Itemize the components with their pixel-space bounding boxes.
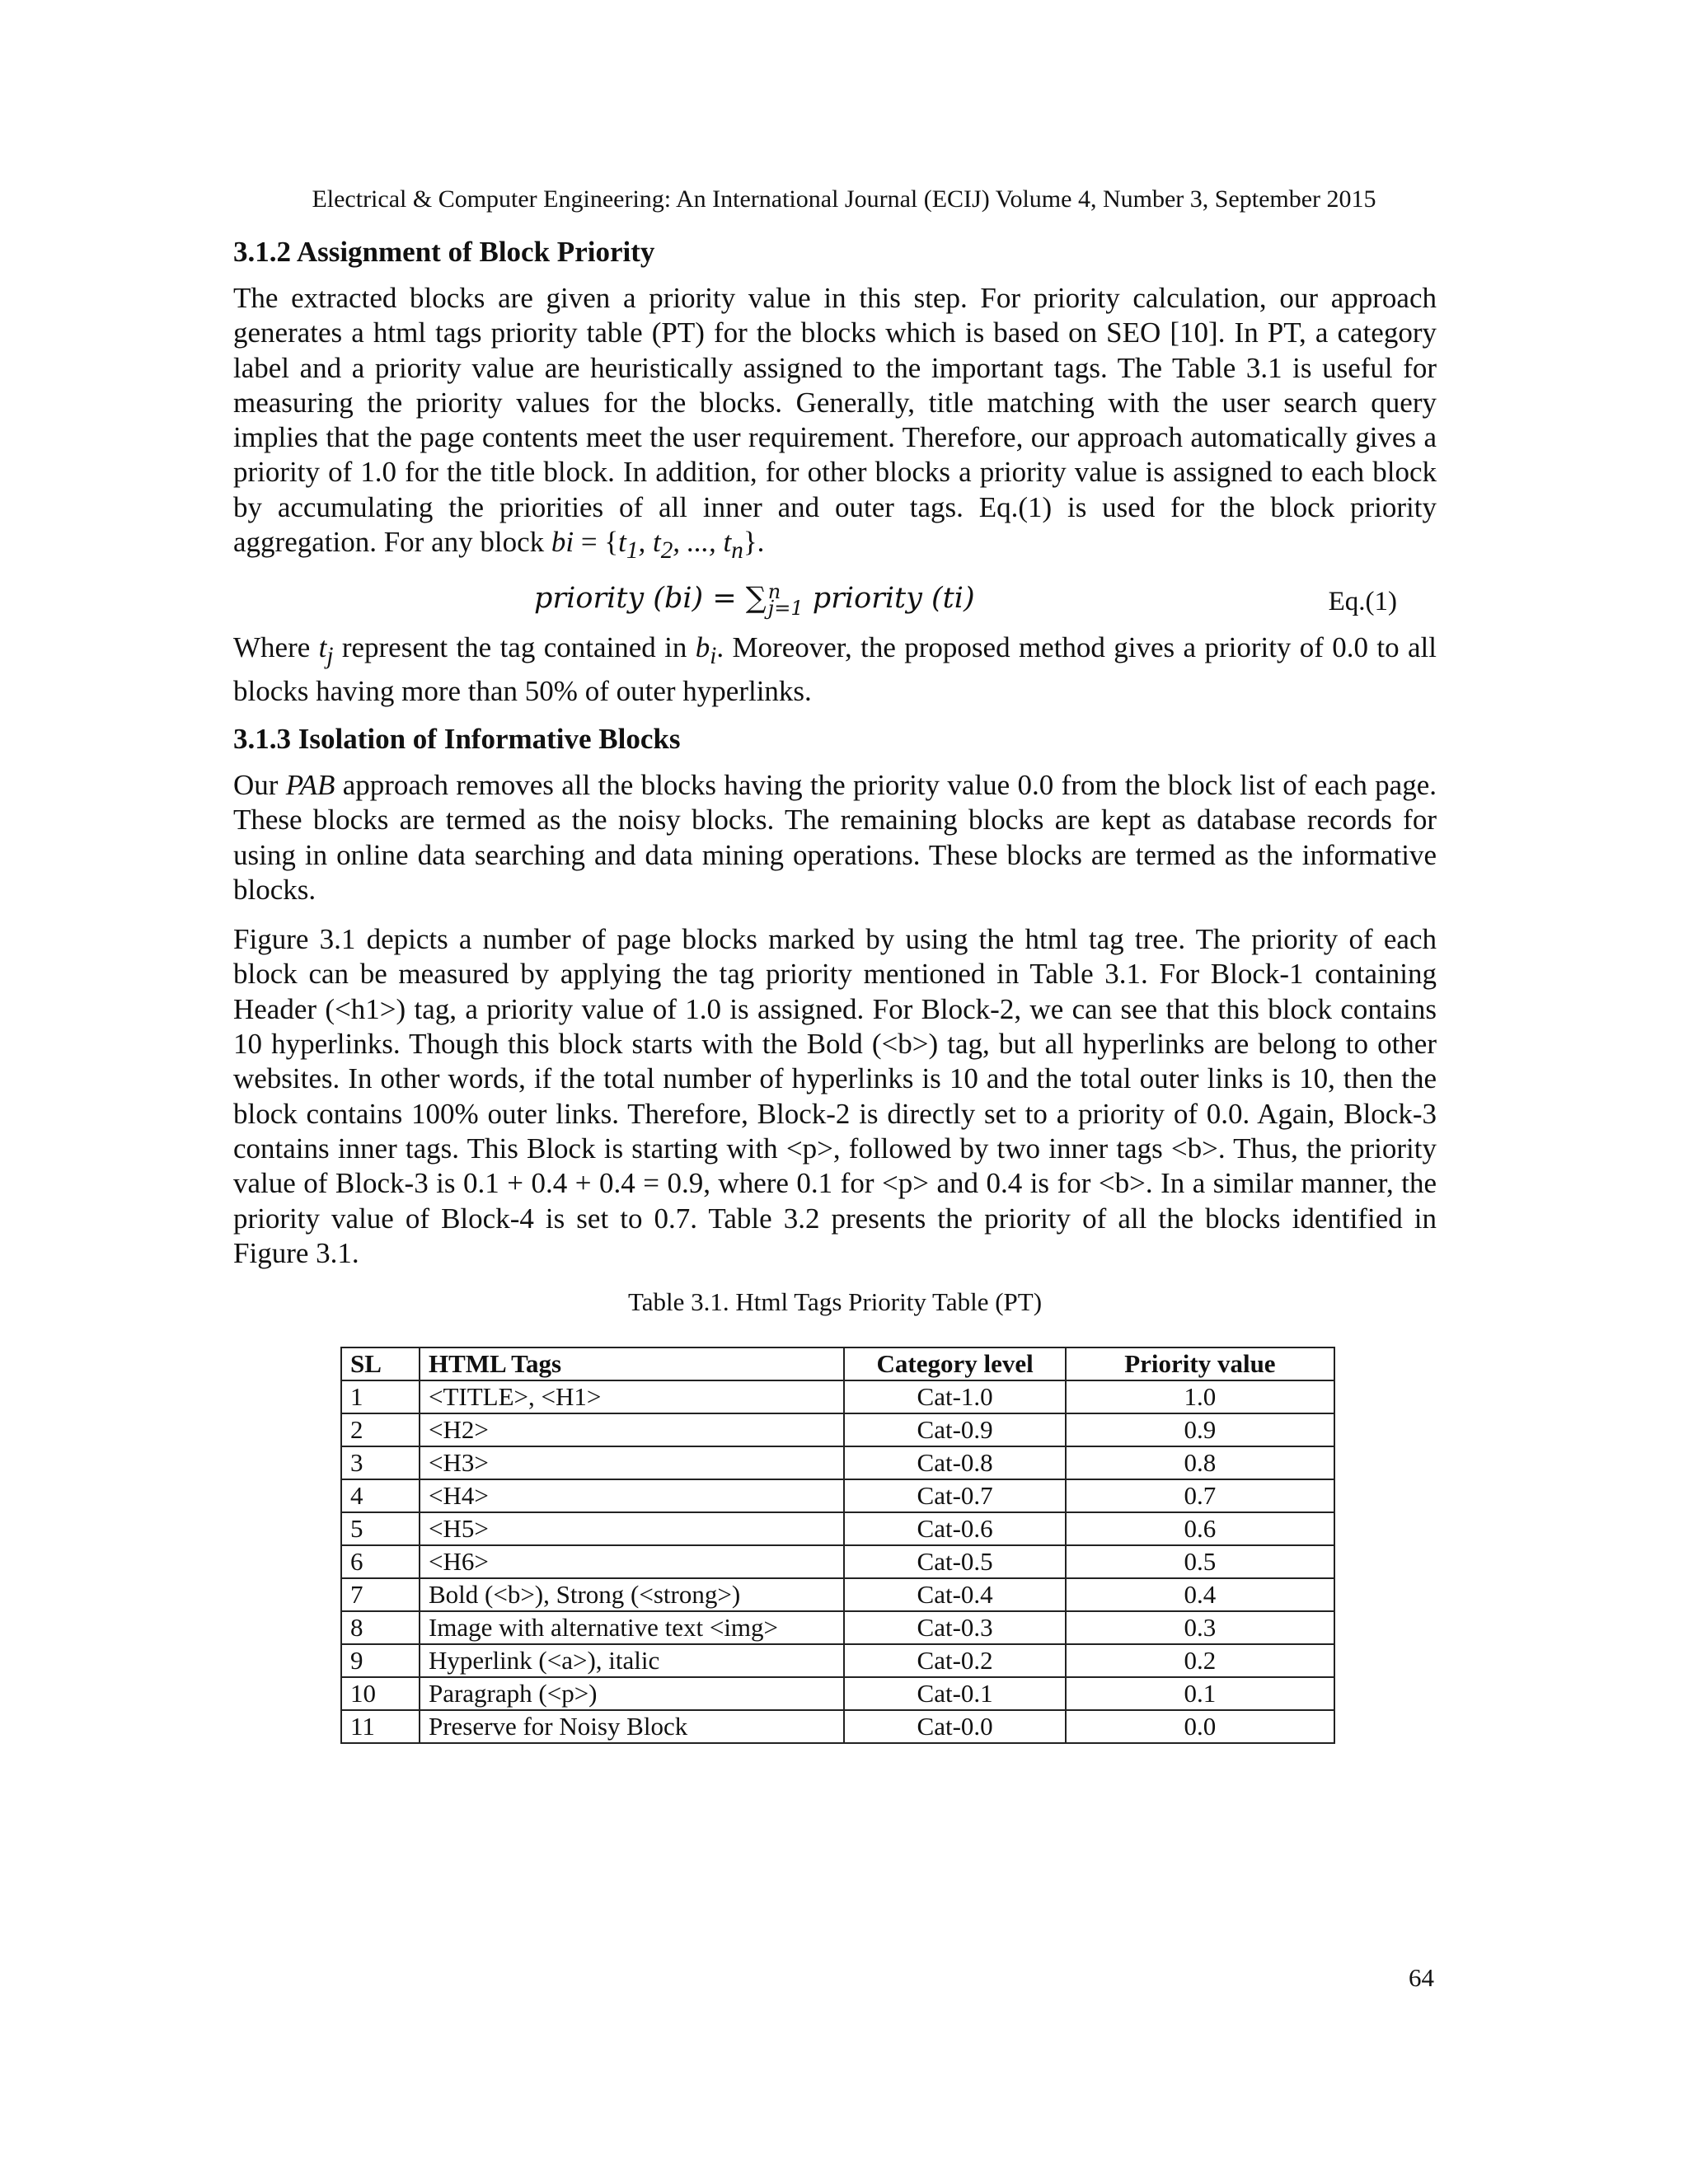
table-cell: <H2> [420,1413,844,1446]
equation-rhs: priority (ti) [803,582,975,616]
section-heading-3-1-3: 3.1.3 Isolation of Informative Blocks [233,722,681,755]
table-cell: 5 [341,1512,420,1545]
sum-symbol: ∑ [745,582,767,616]
paragraph-text: Where [233,631,319,664]
table-cell: Cat-0.5 [844,1545,1065,1578]
table-cell: <H3> [420,1446,844,1479]
running-head: Electrical & Computer Engineering: An International Journal (ECIJ) Volume 4, Number 3, September 2015 [312,185,1376,213]
table-row [341,1710,1334,1743]
table-cell: 0.9 [1066,1413,1334,1446]
table-cell: 0.2 [1066,1644,1334,1677]
table-cell: 0.5 [1066,1545,1334,1578]
table-cell: 6 [341,1545,420,1578]
set-separator: , [638,526,653,559]
table-cell: <H4> [420,1479,844,1512]
pab-term: PAB [285,768,335,801]
table-cell: Cat-0.8 [844,1446,1065,1479]
header-category-level: Category level [844,1347,1065,1380]
set-open: = { [574,526,619,559]
set-item-tn-sub: n [731,537,743,565]
equation-lhs: priority (bi) = [534,582,746,616]
table-cell: <TITLE>, <H1> [420,1380,844,1413]
paragraph-text: approach removes all the blocks having the priority value 0.0 from the block list of each page. These blocks are termed as the noisy blocks. The remaining blocks are kept as database records for using in online data searching and data mining operations. These blocks are termed as the informative blocks. [233,768,1437,906]
block-variable: b [695,631,710,664]
header-priority-value: Priority value [1066,1347,1334,1380]
table-cell: 9 [341,1644,420,1677]
paragraph-where [233,630,1437,709]
table-cell: <H6> [420,1545,844,1578]
table-cell: 0.1 [1066,1677,1334,1710]
set-item-t2-sub: 2 [660,537,673,565]
table-row [341,1479,1334,1512]
table-cell: Bold (<b>), Strong (<strong>) [420,1578,844,1611]
table-row [341,1611,1334,1644]
table-cell: 4 [341,1479,420,1512]
table-row [341,1677,1334,1710]
table-cell: 0.7 [1066,1479,1334,1512]
table-cell: 0.8 [1066,1446,1334,1479]
table-cell: 1.0 [1066,1380,1334,1413]
priority-table [340,1347,1335,1744]
set-item-tn: t [723,526,732,559]
table-cell: Hyperlink (<a>), italic [420,1644,844,1677]
block-variable: bi [551,526,574,559]
table-row [341,1413,1334,1446]
table-cell: Cat-0.1 [844,1677,1065,1710]
table-cell: 8 [341,1611,420,1644]
paragraph-text: . Moreover, the proposed method gives a priority of 0.0 to all blocks having more than 50% of outer hyperlinks. [233,631,1437,707]
header-html-tags: HTML Tags [420,1347,844,1380]
section-heading-3-1-2: 3.1.2 Assignment of Block Priority [233,236,655,268]
table-cell: 11 [341,1710,420,1743]
sum-superscript: n [767,579,781,603]
table-body [341,1380,1334,1743]
paragraph-isolation [233,768,1437,907]
equation-number: Eq.(1) [1328,587,1397,617]
table-cell: Cat-0.6 [844,1512,1065,1545]
table-cell: Cat-0.3 [844,1611,1065,1644]
sum-subscript: j=1 [767,596,804,620]
table-cell: 0.3 [1066,1611,1334,1644]
table-row [341,1446,1334,1479]
table-cell: Cat-0.9 [844,1413,1065,1446]
block-variable-sub: i [710,643,717,670]
table-cell: 1 [341,1380,420,1413]
table-cell: 2 [341,1413,420,1446]
table-cell: Cat-0.7 [844,1479,1065,1512]
equation-1 [233,579,1437,626]
table-cell: 3 [341,1446,420,1479]
table-cell: Cat-0.2 [844,1644,1065,1677]
table-row [341,1644,1334,1677]
paragraph-text: represent the tag contained in [333,631,696,664]
tag-variable-sub: j [326,643,334,670]
table-cell: Cat-1.0 [844,1380,1065,1413]
set-item-t1-sub: 1 [626,537,639,565]
table-cell: Cat-0.0 [844,1710,1065,1743]
table-cell: Image with alternative text <img> [420,1611,844,1644]
table-caption: Table 3.1. Html Tags Priority Table (PT) [627,1287,1043,1317]
table-row [341,1512,1334,1545]
set-item-t1: t [618,526,626,559]
table-header-row [341,1347,1334,1380]
table-cell: Cat-0.4 [844,1578,1065,1611]
paragraph-block-priority [233,281,1437,568]
table-cell: 0.0 [1066,1710,1334,1743]
table-cell: 0.4 [1066,1578,1334,1611]
paragraph-figure-description: Figure 3.1 depicts a number of page blocks marked by using the html tag tree. The priority of each block can be measured by applying the tag priority mentioned in Table 3.1. For Block-1 containing Header (<h1>) tag, a priority value of 1.0 is assigned. For Block-2, we can see that this block contains 10 hyperlinks. Though this block starts with the Bold (<b>) tag, but all hyperlinks are belong to other websites. In other words, if the total number of hyperlinks is 10 and the total outer links is 10, then the block contains 100% outer links. Therefore, Block-2 is directly set to a priority of 0.0. Again, Block-3 contains inner tags. This Block is starting with <p>, followed by two inner tags <b>. Thus, the priority value of Block-3 is 0.1 + 0.4 + 0.4 = 0.9, where 0.1 for <p> and 0.4 is for <b>. In a similar manner, the priority value of Block-4 is set to 0.7. Table 3.2 presents the priority of all the blocks identified in Figure 3.1. [233,923,1437,1269]
table-cell: 10 [341,1677,420,1710]
table-cell: Paragraph (<p>) [420,1677,844,1710]
table-row [341,1545,1334,1578]
set-separator: , ..., [673,526,724,559]
table-row [341,1380,1334,1413]
table-cell: Preserve for Noisy Block [420,1710,844,1743]
table-row [341,1578,1334,1611]
tag-variable: t [318,631,327,664]
header-sl: SL [341,1347,420,1380]
table-cell: 7 [341,1578,420,1611]
table-cell: 0.6 [1066,1512,1334,1545]
page-number: 64 [1409,1963,1434,1992]
table-cell: <H5> [420,1512,844,1545]
set-item-t2: t [652,526,661,559]
equation-formula [534,579,975,620]
paragraph-text: The extracted blocks are given a priority value in this step. For priority calculation, our approach generates a html tags priority table (PT) for the blocks which is based on SEO [10]. In PT, a category label and a priority value are heuristically assigned to the important tags. The Table 3.1 is useful for measuring the priority values for the blocks. Generally, title matching with the user search query implies that the page contents meet the user requirement. Therefore, our approach automatically gives a priority of 1.0 for the title block. In addition, for other blocks a priority value is assigned to each block by accumulating the priorities of all inner and outer tags. Eq.(1) is used for the block priority aggregation. For any block [233,282,1437,559]
set-close: }. [743,526,765,559]
page-content [233,235,1437,1744]
paragraph-text: Our [233,768,286,801]
